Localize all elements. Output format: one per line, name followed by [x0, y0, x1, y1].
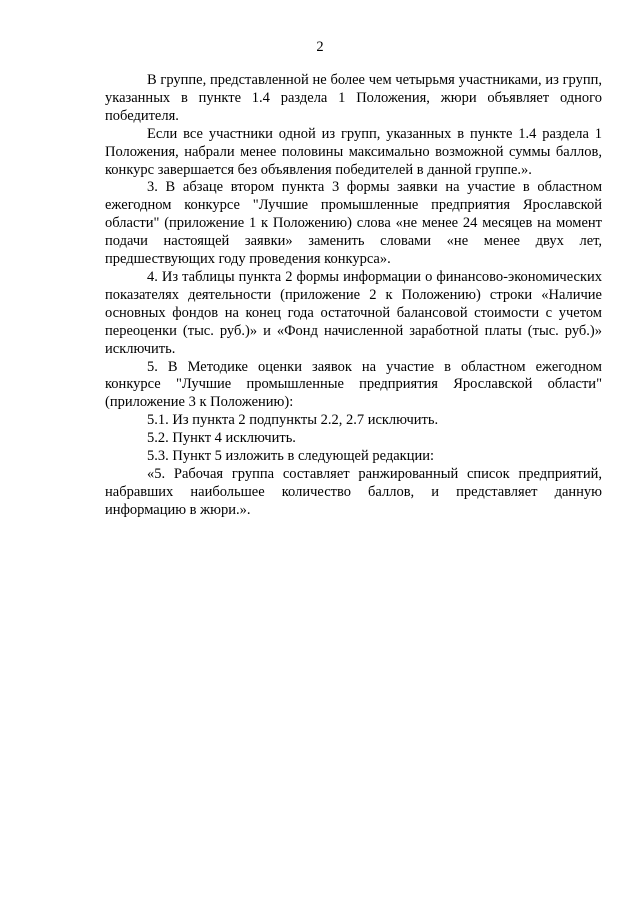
paragraph-item-5-2: 5.2. Пункт 4 исключить. [147, 430, 296, 447]
paragraph-quoted-item-5: «5. Рабочая группа составляет ранжированный список предприятий, набравших наибольшее количество баллов, и представляет данную информацию в жюри.». [105, 465, 602, 518]
paragraph-item-5: 5. В Методике оценки заявок на участие в областном ежегодном конкурсе "Лучшие промышленные предприятия Ярославской области" (приложение 3 к Положению): [105, 358, 602, 411]
page-number: 2 [316, 39, 324, 55]
paragraph-item-4: 4. Из таблицы пункта 2 формы информации о финансово-экономических показателях деятельности (приложение 2 к Положению) строки «Наличие основных фондов на конец года остаточной балансовой стоимости с учетом переоценки (тыс. руб.)» и «Фонд начисленной заработной платы (тыс. руб.)» исключить. [105, 268, 602, 357]
paragraph-item-5-3: 5.3. Пункт 5 изложить в следующей редакции: [147, 448, 435, 465]
paragraph-item-5-1: 5.1. Из пункта 2 подпункты 2.2, 2.7 исключить. [147, 412, 439, 429]
paragraph-item-3: 3. В абзаце втором пункта 3 формы заявки на участие в областном ежегодном конкурсе "Лучшие промышленные предприятия Ярославской области" (приложение 1 к Положению) слова «не менее 24 месяцев на момент подачи настоящей заявки» заменить словами «не менее двух лет, предшествующих году проведения конкурса». [105, 179, 602, 268]
document-body [105, 72, 602, 520]
paragraph-winner-rule: В группе, представленной не более чем четырьмя участниками, из групп, указанных в пункте 1.4 раздела 1 Положения, жюри объявляет одного победителя. [105, 72, 602, 124]
paragraph-no-winner-rule: Если все участники одной из групп, указанных в пункте 1.4 раздела 1 Положения, набрали менее половины максимально возможной суммы баллов, конкурс завершается без объявления победителей в данной группе.». [105, 125, 602, 178]
